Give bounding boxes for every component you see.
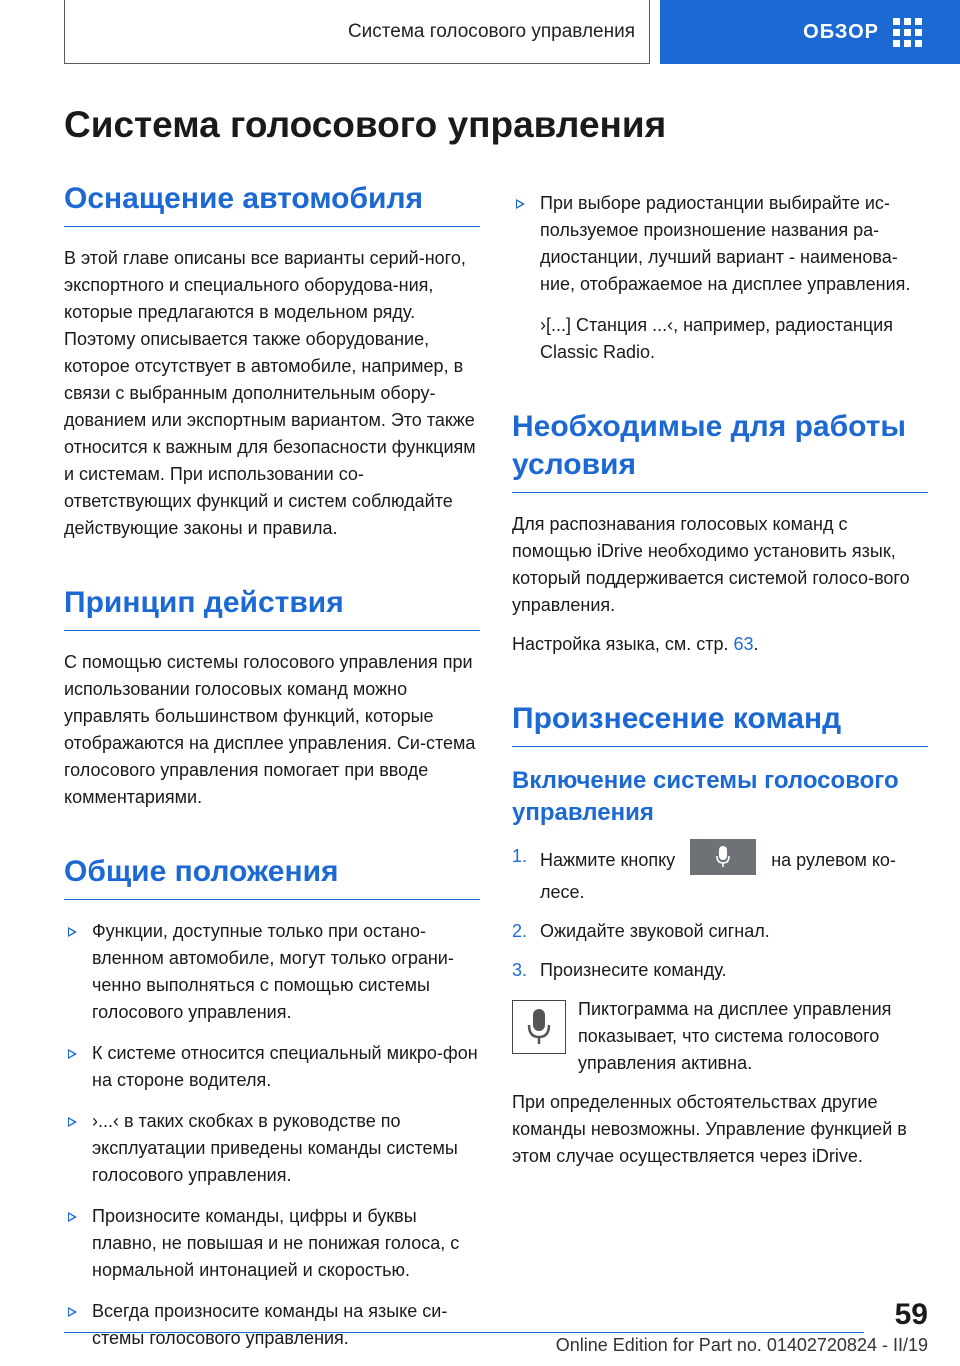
list-item: ›...‹ в таких скобках в руководстве по эксплуатации приведены команды системы голосового управления. (64, 1108, 480, 1189)
step-item: 3. Произнесите команду. (512, 957, 928, 984)
page-number: 59 (894, 1298, 928, 1331)
requirements-text: Для распознавания голосовых команд с помощью iDrive необходимо установить язык, который поддерживается системой голосо-вого управления. (512, 514, 910, 615)
voice-button-image (690, 839, 756, 875)
step-number: 2. (512, 921, 528, 941)
list-item: Функции, доступные только при остано-вленном автомобиле, могут только ограни-ченно выполняться с помощью системы голосового управления. (64, 918, 480, 1026)
triangle-bullet-icon (68, 1117, 77, 1127)
step-item: 2. Ожидайте звуковой сигнал. (512, 918, 928, 945)
triangle-bullet-icon (516, 199, 525, 209)
step-item: 1. Нажмите кнопку на рулевом ко-лесе. (512, 843, 928, 906)
triangle-bullet-icon (68, 1212, 77, 1222)
microphone-pictogram (512, 1000, 566, 1054)
microphone-icon (715, 845, 731, 869)
steps-list (512, 843, 928, 984)
section-title-requirements: Необходимые для работы условия (512, 408, 928, 493)
section-title-general: Общие положения (64, 853, 480, 900)
pictogram-text: Пиктограмма на дисплее управления показывает, что система голосового управления активна. (578, 999, 892, 1073)
list-item: К системе относится специальный микро-фон на стороне водителя. (64, 1040, 480, 1094)
page-title: Система голосового управления (64, 104, 667, 145)
footer-edition: Online Edition for Part no. 01402720824 - II/19 (555, 1335, 928, 1355)
general-list (64, 918, 480, 1352)
principle-text: С помощью системы голосового управления при использовании голосовых команд можно управлять большинством функций, которые отображаются на дисплее управления. Си-стема голосового управления помогает при вводе комментариями. (64, 652, 476, 807)
overview-nav-button[interactable] (660, 0, 960, 64)
equipment-text: В этой главе описаны все варианты серий-ного, экспортного и специального оборудова-ния, которые предлагаются в модельном ряду. Поэтому описывается также оборудование, которое отсутствует в автомобиле, например, в связи с выбранным дополнительным обору-дованием или экспортным вариантом. Это также относится к важным для безопасности функциям и системам. При использовании со-ответствующих функций и систем соблюдайте действующие законы и правила. (64, 248, 476, 538)
page-link-63[interactable]: 63 (733, 634, 754, 654)
final-text: При определенных обстоятельствах другие команды невозможны. Управление функцией в этом случае осуществляется через iDrive. (512, 1092, 907, 1166)
pictogram-note (512, 996, 928, 1077)
triangle-bullet-icon (68, 927, 77, 937)
section-title-equipment: Оснащение автомобиля (64, 180, 480, 227)
language-reference: Настройка языка, см. стр. 63. (512, 634, 759, 654)
overview-nav-label: ОБЗОР (803, 20, 879, 43)
header-section-title: Система голосового управления (347, 20, 635, 42)
list-item: Произносите команды, цифры и буквы плавно, не повышая и не понижая голоса, с нормальной интонацией и скоростью. (64, 1203, 480, 1284)
step-number: 3. (512, 960, 528, 980)
left-column (64, 180, 480, 1366)
radio-example: ›[...] Станция ...‹, например, радиостанция Classic Radio. (540, 315, 893, 362)
right-column (512, 190, 928, 1182)
list-item: При выборе радиостанции выбирайте ис-пользуемое произношение названия ра-диостанции, лучший вариант - наименова-ние, отображаемое на дисплее управления. (512, 190, 928, 298)
section-title-commands: Произнесение команд (512, 700, 928, 747)
step-number: 1. (512, 846, 528, 866)
list-item: Всегда произносите команды на языке си-стемы голосового управления. (64, 1298, 480, 1352)
microphone-icon (526, 1008, 552, 1046)
footer-divider (64, 1332, 864, 1333)
subsection-title-activate: Включение системы голосового управления (512, 767, 899, 826)
header-section-tab (64, 0, 650, 64)
section-title-principle: Принцип действия (64, 584, 480, 631)
triangle-bullet-icon (68, 1307, 77, 1317)
radio-list (512, 190, 928, 298)
triangle-bullet-icon (68, 1049, 77, 1059)
grid-icon (893, 18, 922, 47)
